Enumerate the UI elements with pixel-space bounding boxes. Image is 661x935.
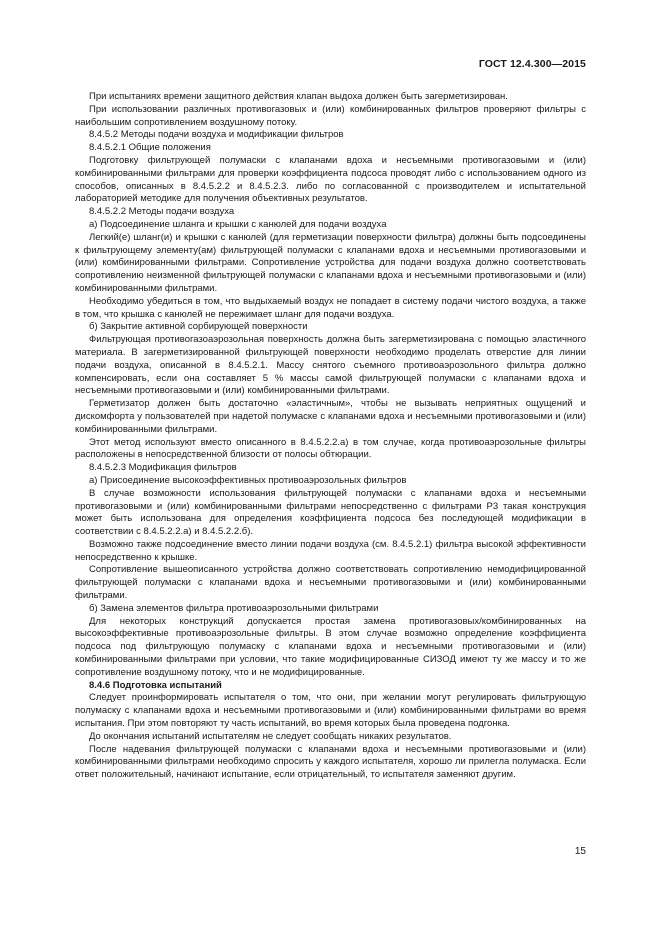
- paragraph: При использовании различных противогазовых и (или) комбинированных фильтров проверяют фильтры с наибольшим сопротивлением воздушному потоку.: [75, 103, 586, 128]
- paragraph: До окончания испытаний испытателям не следует сообщать никаких результатов.: [89, 730, 452, 742]
- page-number: 15: [574, 846, 586, 857]
- document-body: [75, 91, 586, 782]
- standard-code: ГОСТ 12.4.300—2015: [478, 58, 586, 70]
- section-heading: 8.4.5.2.1 Общие положения: [89, 142, 211, 154]
- paragraph: Фильтрующая противогазоаэрозольная поверхность должна быть загерметизирована с помощью эластичного материала. В загерметизированной фильтрующей поверхности необходимо проделать отверстие для линии подачи воздуха, описанной в 8.4.5.2.1. Массу снятого съемного противоаэрозольного фильтра должно компенсировать, если она составляет 5 % массы самой фильтрующей полумаски с клапанами вдоха и несъемными противогазовыми и (или) комбинированными фильтрами.: [75, 334, 586, 397]
- section-heading-bold: 8.4.6 Подготовка испытаний: [89, 679, 222, 691]
- list-item: б) Закрытие активной сорбирующей поверхности: [89, 321, 308, 333]
- paragraph: Этот метод используют вместо описанного в 8.4.5.2.2.а) в том случае, когда противоаэрозольные фильтры расположены в непосредственной близости от полосы обтюрации.: [75, 436, 586, 461]
- section-heading: 8.4.5.2.3 Модификация фильтров: [89, 462, 237, 474]
- paragraph: Возможно также подсоединение вместо линии подачи воздуха (см. 8.4.5.2.1) фильтра высокой эффективности непосредственно к крышке.: [75, 538, 586, 563]
- paragraph: Легкий(е) шланг(и) и крышки с канюлей (для герметизации поверхности фильтра) должны быть подсоединены к фильтрующему элементу(ам) фильтрующей полумаски с клапанами вдоха и несъемными противогазовыми и (или) комбинированными фильтрами. Сопротивление устройства для подачи воздуха должно соответствовать сопротивлению неизменной фильтрующей полумаски с клапанами вдоха и несъемными противогазовыми и (или) комбинированными фильтрами.: [75, 231, 586, 294]
- section-heading: 8.4.5.2.2 Методы подачи воздуха: [89, 206, 235, 218]
- paragraph: Для некоторых конструкций допускается простая замена противогазовых/комбинированных на высокоэффективные противоаэрозольные фильтры. В этом случае возможно определение коэффициента подсоса под фильтрующую полумаску с клапанами вдоха и несъемными противогазовыми и (или) комбинированными фильтрами при условии, что такие модифицированные СИЗОД имеют ту же массу и то же сопротивление воздушному потоку, что и не модифицированные.: [75, 615, 586, 678]
- paragraph: После надевания фильтрующей полумаски с клапанами вдоха и несъемными противогазовыми и (или) комбинированными фильтрами необходимо спросить у каждого испытателя, хорошо ли прилегла полумаска. Если ответ положительный, начинают испытание, если отрицательный, то испытателя заменяют другим.: [75, 743, 586, 781]
- list-item: а) Присоединение высокоэффективных противоаэрозольных фильтров: [89, 474, 407, 486]
- paragraph: При испытаниях времени защитного действия клапан выдоха должен быть загерметизирован.: [89, 91, 508, 102]
- paragraph: Необходимо убедиться в том, что выдыхаемый воздух не попадает в систему подачи чистого воздуха, а также в том, что крышка с канюлей не пережимает шланг для подачи воздуха.: [75, 295, 586, 320]
- list-item: а) Подсоединение шланга и крышки с канюлей для подачи воздуха: [89, 218, 387, 230]
- paragraph: Сопротивление вышеописанного устройства должно соответствовать сопротивлению немодифицированной фильтрующей полумаски с клапанами вдоха и несъемными противогазовыми и (или) комбинированными фильтрами.: [75, 564, 586, 602]
- paragraph: Герметизатор должен быть достаточно «эластичным», чтобы не вызывать неприятных ощущений и дискомфорта у пользователей при надетой полумаске с клапанами вдоха и несъемными противогазовыми и (или) комбинированными фильтрами.: [75, 398, 586, 435]
- section-heading: 8.4.5.2 Методы подачи воздуха и модификации фильтров: [89, 129, 344, 141]
- paragraph: Следует проинформировать испытателя о том, что они, при желании могут регулировать фильтрующую полумаску с клапанами вдоха и несъемными противогазовыми и (или) комбинированными фильтрами во время испытания. При этом повторяют ту часть испытаний, во время которых была проведена подгонка.: [75, 692, 586, 730]
- list-item: б) Замена элементов фильтра противоаэрозольными фильтрами: [89, 602, 379, 614]
- paragraph: Подготовку фильтрующей полумаски с клапанами вдоха и несъемными противогазовыми и (или) комбинированными фильтрами для проверки коэффициента подсоса проводят либо с использованием одного из способов, описанных в 8.4.5.2.2 и 8.4.5.2.3. либо по согласованной с производителем и испытательной лабораторией методике для получения объективных результатов.: [75, 154, 586, 205]
- paragraph: В случае возможности использования фильтрующей полумаски с клапанами вдоха и несъемными противогазовыми и (или) комбинированными фильтрами непосредственно с фильтрами Р3 такая конструкция может быть использована для определения коэффициента подсоса без последующей модификации в соответствии с 8.4.5.2.2.а) и 8.4.5.2.2.б).: [75, 487, 586, 538]
